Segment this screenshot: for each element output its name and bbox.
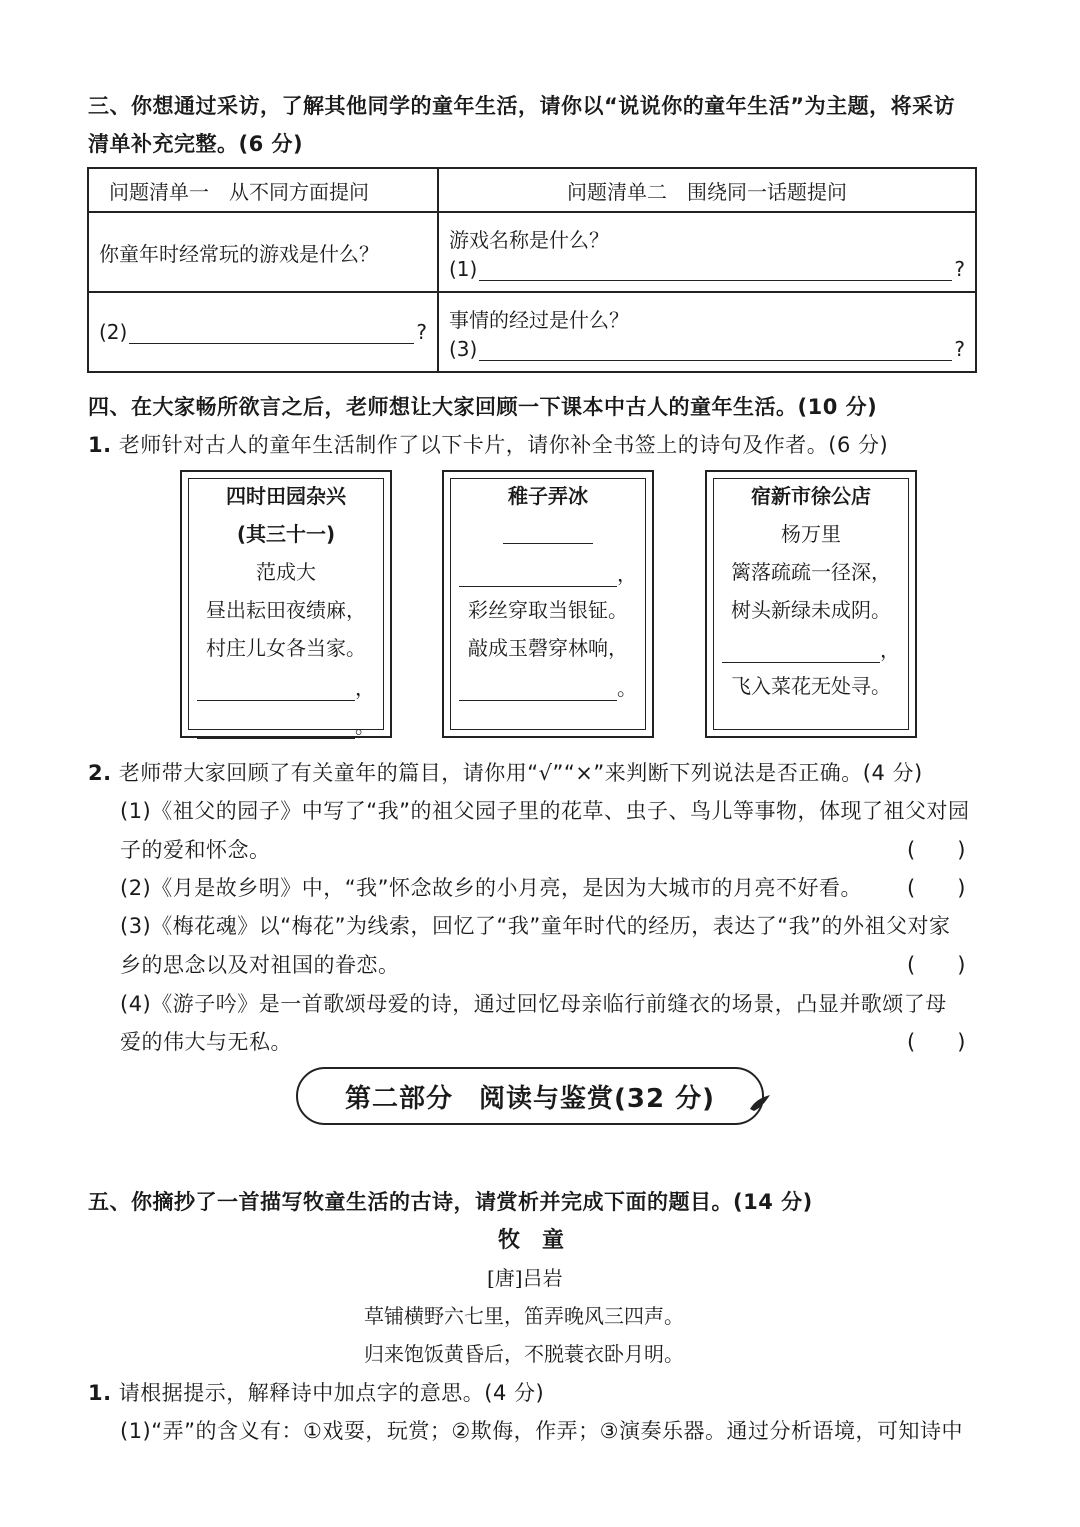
- q1-text: 老师针对古人的童年生活制作了以下卡片，请你补全书签上的诗句及作者。(6 分): [118, 433, 889, 457]
- question-mark-2: ?: [416, 320, 427, 344]
- judge-answer-4[interactable]: ( ): [907, 1030, 966, 1054]
- answer-line-3[interactable]: [479, 338, 952, 361]
- card2-author-slot[interactable]: [503, 521, 593, 544]
- card3-title: 宿新市徐公店: [751, 484, 871, 508]
- card3-author: 杨万里: [781, 522, 841, 546]
- question-mark-3: ?: [954, 336, 965, 361]
- card3-line4: 飞入菜花无处寻。: [731, 674, 891, 698]
- q1-number: 1.: [88, 433, 112, 457]
- section3-title-line1: 三、你想通过采访，了解其他同学的童年生活，请你以“说说你的童年生活”为主题，将采访: [88, 94, 956, 118]
- judge-item-1-line1: (1)《祖父的园子》中写了“我”的祖父园子里的花草、虫子、鸟儿等事物，体现了祖父对园: [120, 799, 970, 823]
- card2-author-blank[interactable]: [444, 520, 652, 544]
- poem-line-2: 归来饱饭黄昏后，不脱蓑衣卧月明。: [364, 1342, 684, 1366]
- table-row1-left: [88, 212, 438, 292]
- answer-blank-2[interactable]: [99, 320, 427, 344]
- card3-line1: 篱落疏疏一径深，: [731, 560, 891, 584]
- card3-line2: 树头新绿未成阴。: [731, 598, 891, 622]
- card2-line2: 彩丝穿取当银钲。: [468, 598, 628, 622]
- card1-blank-line3[interactable]: ，: [182, 672, 390, 701]
- card1-author: 范成大: [256, 560, 316, 584]
- brush-flourish-icon: [748, 1093, 772, 1115]
- section4-title: 四、在大家畅所欲言之后，老师想让大家回顾一下课本中古人的童年生活。(10 分): [88, 395, 878, 419]
- judge-item-1-line2: 子的爱和怀念。: [120, 838, 271, 862]
- interview-question-table: [87, 167, 977, 373]
- section5-q1-sub1: (1)“弄”的含义有：①戏耍，玩赏；②欺侮，作弄；③演奏乐器。通过分析语境，可知诗中: [120, 1419, 963, 1443]
- s5-q1-number: 1.: [88, 1381, 112, 1405]
- card1-blank-4[interactable]: [197, 716, 355, 739]
- card2-blank-1[interactable]: [459, 564, 617, 587]
- question-mark-1: ?: [954, 256, 965, 281]
- card1-title: 四时田园杂兴: [226, 484, 346, 508]
- part2-banner-part: 第二部分: [344, 1083, 453, 1114]
- answer-blank-1[interactable]: [449, 257, 965, 281]
- judge-item-4-line1: (4)《游子吟》是一首歌颂母爱的诗，通过回忆母亲临行前缝衣的场景，凸显并歌颂了母: [120, 992, 947, 1016]
- blank-number-1: (1): [449, 256, 478, 281]
- judge-item-2-line1: (2)《月是故乡明》中，“我”怀念故乡的小月亮，是因为大城市的月亮不好看。: [120, 876, 863, 900]
- row1-right-question: 游戏名称是什么？: [449, 227, 609, 252]
- judge-answer-3[interactable]: ( ): [907, 953, 966, 977]
- section5-q1: [88, 1377, 544, 1407]
- table-row1-right: [438, 212, 976, 292]
- poem-card-2: [442, 470, 654, 738]
- answer-blank-3[interactable]: [449, 337, 965, 361]
- judge-item-3-line2: 乡的思念以及对祖国的眷恋。: [120, 953, 400, 977]
- poem-card-3: [705, 470, 917, 738]
- row2-right-question: 事情的经过是什么？: [449, 307, 629, 332]
- answer-line-1[interactable]: [479, 258, 952, 281]
- card2-line3: 敲成玉磬穿林响，: [468, 636, 628, 660]
- part2-banner-title: 阅读与鉴赏(32 分): [479, 1083, 715, 1114]
- blank-number-2: (2): [99, 320, 128, 344]
- section4-q2: [88, 757, 923, 787]
- s5-q1-text: 请根据提示，解释诗中加点字的意思。(4 分): [118, 1381, 545, 1405]
- part2-banner: [296, 1067, 764, 1125]
- q2-text: 老师带大家回顾了有关童年的篇目，请你用“√”“×”来判断下列说法是否正确。(4 分): [118, 761, 923, 785]
- answer-line-2[interactable]: [129, 321, 414, 344]
- row1-left-question: 你童年时经常玩的游戏是什么？: [99, 241, 379, 266]
- q2-number: 2.: [88, 761, 112, 785]
- judge-item-3-line1: (3)《梅花魂》以“梅花”为线索，回忆了“我”童年时代的经历，表达了“我”的外祖父对家: [120, 914, 951, 938]
- table-row2-right: [438, 292, 976, 372]
- card1-blank-3[interactable]: [197, 678, 355, 701]
- card3-blank-3[interactable]: [722, 640, 880, 663]
- card2-blank-line1[interactable]: ，: [444, 558, 652, 587]
- blank-number-3: (3): [449, 336, 478, 361]
- card1-subtitle: (其三十一): [236, 522, 336, 546]
- card1-line1: 昼出耘田夜绩麻，: [206, 598, 366, 622]
- section5-title: 五、你摘抄了一首描写牧童生活的古诗，请赏析并完成下面的题目。(14 分): [88, 1190, 813, 1214]
- judge-answer-1[interactable]: ( ): [907, 838, 966, 862]
- card1-blank-line4[interactable]: 。: [182, 710, 390, 739]
- section4-q1: [88, 429, 888, 459]
- table-row2-left[interactable]: [88, 292, 438, 372]
- card2-title: 稚子弄冰: [508, 484, 588, 508]
- table-header-right: 问题清单二 围绕同一话题提问: [438, 168, 976, 212]
- poem-title: 牧 童: [498, 1228, 565, 1253]
- poem-line-1: 草铺横野六七里，笛弄晚风三四声。: [364, 1304, 684, 1328]
- card3-blank-line3[interactable]: ，: [707, 634, 915, 663]
- card2-blank-4[interactable]: [459, 678, 617, 701]
- poem-author: [唐]吕岩: [487, 1266, 563, 1290]
- card2-blank-line4[interactable]: 。: [444, 672, 652, 701]
- section3-title-line2: 清单补充完整。(6 分): [88, 132, 304, 156]
- table-header-left: 问题清单一 从不同方面提问: [88, 168, 438, 212]
- card1-line2: 村庄儿女各当家。: [206, 636, 366, 660]
- judge-item-4-line2: 爱的伟大与无私。: [120, 1030, 292, 1054]
- poem-card-1: [180, 470, 392, 738]
- judge-answer-2[interactable]: ( ): [907, 876, 966, 900]
